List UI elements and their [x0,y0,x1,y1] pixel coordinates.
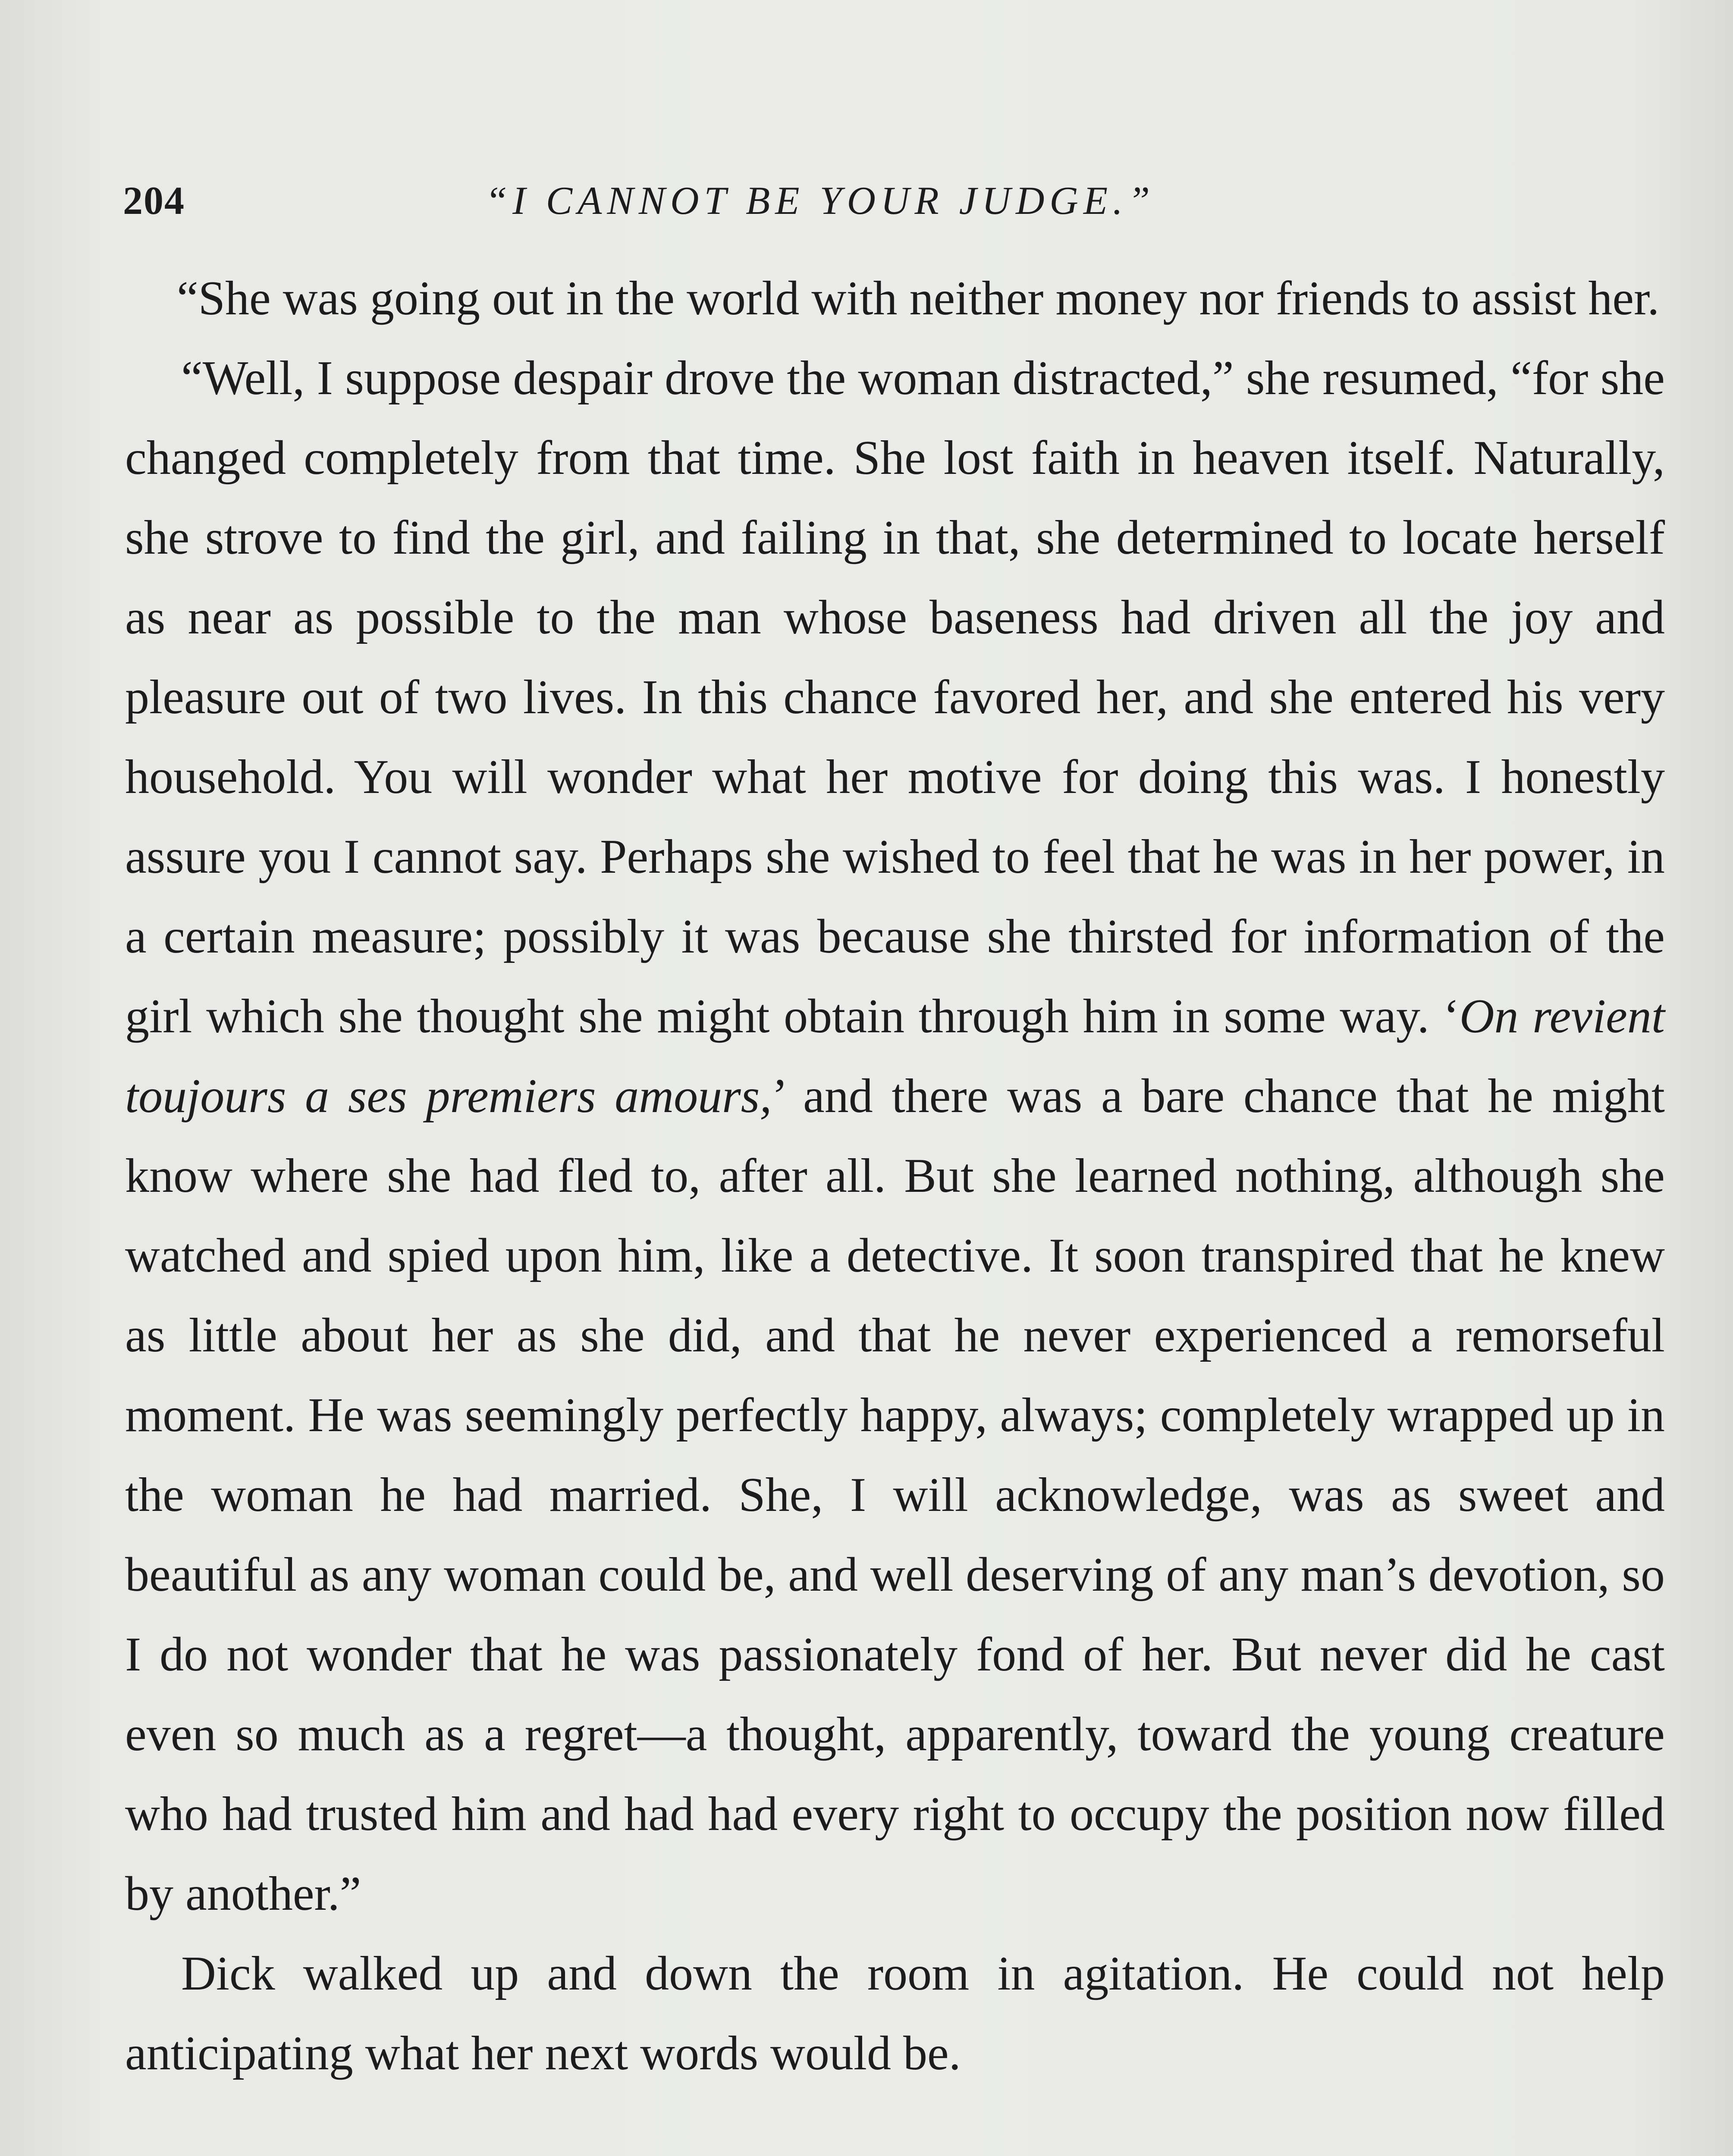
paragraph-1: “She was going out in the world with neither money nor friends to assist her. [177,272,1660,325]
page-number: 204 [123,179,185,222]
paragraph-3: Dick walked up and down the room in agitation. He could not help anticipating what her next words would be. [125,1947,1665,2080]
french-quote: On revient toujours a ses premiers amours, [125,990,1665,1123]
body-text [125,259,1665,2093]
paragraph-2-text: “Well, I suppose despair drove the woman distracted,” she resumed, “for she changed completely from that time. She lost faith in heaven itself. Naturally, she strove to find the girl, and failing in that, she determined to locate herself as near as possible to the man whose baseness had driven all the joy and pleasure out of two lives. In this chance favored her, and she entered his very household. You will wonder what her motive for doing this was. I honestly assure you I cannot say. Perhaps she wished to feel that he was in her power, in a certain measure; possibly it was because she thirsted for information of the girl which she thought she might obtain through him in some way. [125,351,1665,1043]
running-title: “I CANNOT BE YOUR JUDGE.” [485,179,1155,222]
page-header [123,170,1664,231]
paragraph-2-continued: and there was a bare chance that he might know where she had fled to, after all. But she learned nothing, although she watched and spied upon him, like a detective. It soon transpired that he knew as little about her as she did, and that he never experienced a remorseful moment. He was seemingly perfectly happy, always; completely wrapped up in the woman he had married. She, I will acknowledge, was as sweet and beautiful as any woman could be, and well deserving of any man’s devotion, so I do not wonder that he was passionately fond of her. But never did he cast even so much as a regret—a thought, apparently, toward the young creature who had trusted him and had had every right to occupy the position now filled by another.” [125,1069,1665,1921]
paragraph-2: “Well, I suppose despair drove the woman distracted,” she resumed, “for she changed completely from that time. She lost faith in heaven itself. Naturally, she strove to find the girl, and failing in that, she determined to locate herself as near as possible to the man whose baseness had driven all the joy and pleasure out of two lives. In this chance favored her, and she entered his very household. You will wonder what her motive for doing this was. I honestly assure you I cannot say. Perhaps she wished to feel that he was in her power, in a certain measure; possibly it was because she thirsted for information of the girl which she thought she might obtain through him in some way. ‘On revient toujours a ses premiers amours,’ and there was a bare chance that he might know where she had fled to, after all. But she learned nothing, although she watched and spied upon him, like a detective. It soon transpired that he knew as little about her as she did, and that he never experienced a remorseful moment. He was seemingly perfectly happy, always; completely wrapped up in the woman he had married. She, I will acknowledge, was as sweet and beautiful as any woman could be, and well deserving of any man’s devotion, so I do not wonder that he was passionately fond of her. But never did he cast even so much as a regret—a thought, apparently, toward the young creature who had trusted him and had had every right to occupy the position now filled by another.” [125,351,1665,1921]
